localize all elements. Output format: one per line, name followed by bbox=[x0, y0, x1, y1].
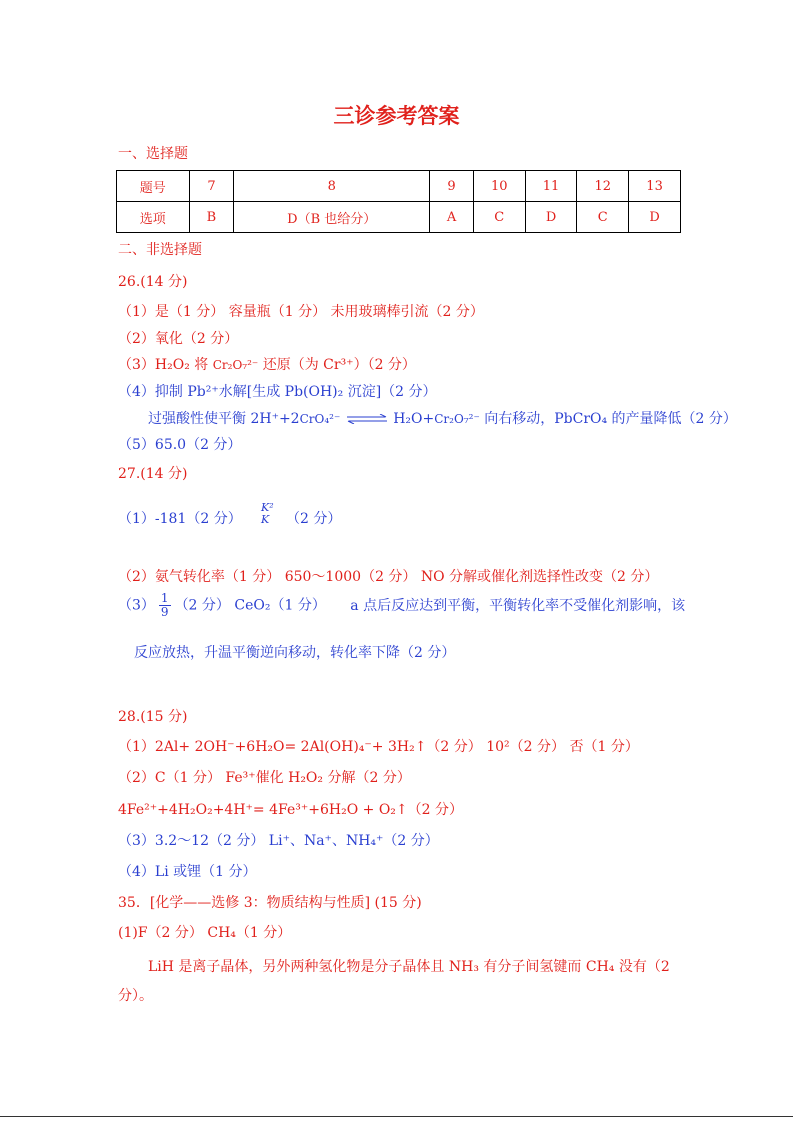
q27-line3 bbox=[118, 592, 685, 619]
page-bottom-divider bbox=[0, 1116, 793, 1117]
dichromate-formula-2: Cr₂O₇²⁻ bbox=[434, 412, 480, 426]
page-title: 三诊参考答案 bbox=[333, 103, 460, 128]
q26-title: 26.(14 分) bbox=[118, 274, 188, 290]
table-cell: 11 bbox=[525, 171, 577, 202]
table-cell: 12 bbox=[577, 171, 629, 202]
q26-line5-c: 向右移动，PbCrO₄ 的产量降低（2 分） bbox=[484, 411, 737, 427]
q27-line4: 反应放热，升温平衡逆向移动，转化率下降（2 分） bbox=[134, 645, 456, 661]
fraction-numerator: 1 bbox=[160, 591, 169, 605]
q26-line5-b: H₂O+ bbox=[393, 411, 435, 427]
q26-line5-a: 过强酸性使平衡 2H⁺+2 bbox=[148, 411, 300, 427]
q28-line1: （1）2Al+ 2OH⁻+6H₂O= 2Al(OH)₄⁻+ 3H₂↑（2 分） 10²（2 分） 否（1 分） bbox=[118, 739, 639, 755]
q27-line1-score: （2 分） bbox=[286, 511, 342, 527]
q28-line5: （4）Li 或锂（1 分） bbox=[118, 864, 257, 880]
q26-line5 bbox=[148, 408, 737, 428]
k-numerator: K² bbox=[261, 501, 274, 514]
table-cell: 7 bbox=[189, 171, 234, 202]
q26-line3-b: 还原（为 Cr³⁺）（2 分） bbox=[262, 357, 416, 373]
q35-line3: 分）。 bbox=[118, 988, 153, 1004]
section-choice-heading: 一、选择题 bbox=[118, 146, 188, 162]
table-cell: C bbox=[577, 202, 629, 233]
q26-line4: （4）抑制 Pb²⁺水解[生成 Pb(OH)₂ 沉淀]（2 分） bbox=[118, 384, 437, 400]
q26-line3 bbox=[118, 354, 416, 374]
table-cell: 9 bbox=[430, 171, 474, 202]
q35-title: 35．[化学——选修 3：物质结构与性质] (15 分) bbox=[118, 895, 422, 911]
table-cell: 13 bbox=[629, 171, 681, 202]
equilibrium-arrow-icon bbox=[345, 414, 389, 424]
table-row bbox=[117, 202, 681, 233]
table-cell: 10 bbox=[473, 171, 525, 202]
table-cell: B bbox=[189, 202, 234, 233]
q35-line2: LiH 是离子晶体，另外两种氢化物是分子晶体且 NH₃ 有分子间氢键而 CH₄ 没有（2 bbox=[148, 959, 670, 975]
table-header-row bbox=[117, 171, 681, 202]
table-cell: 题号 bbox=[117, 171, 190, 202]
table-cell: A bbox=[430, 202, 474, 233]
dichromate-formula: Cr₂O₇²⁻ bbox=[212, 358, 259, 372]
k-denominator: K bbox=[261, 513, 270, 526]
q27-title: 27.(14 分) bbox=[118, 466, 188, 482]
q27-line1: （1）-181（2 分） bbox=[118, 511, 242, 527]
q27-line3-c: a 点后反应达到平衡，平衡转化率不受催化剂影响，该 bbox=[350, 597, 686, 614]
table-cell: D bbox=[525, 202, 577, 233]
table-cell: D bbox=[629, 202, 681, 233]
q27-line2: （2）氨气转化率（1 分） 650～1000（2 分） NO 分解或催化剂选择性改变（2 分） bbox=[118, 569, 659, 585]
table-cell: 选项 bbox=[117, 202, 190, 233]
q27-line3-a: （3） bbox=[118, 597, 155, 614]
fraction-denominator: 9 bbox=[160, 605, 169, 619]
table-cell: 8 bbox=[234, 171, 430, 202]
table-cell: C bbox=[473, 202, 525, 233]
q28-line4: （3）3.2～12（2 分） Li⁺、Na⁺、NH₄⁺（2 分） bbox=[118, 833, 439, 849]
q35-line1: (1)F（2 分） CH₄（1 分） bbox=[118, 925, 292, 941]
q27-line3-b: （2 分） CeO₂（1 分） bbox=[174, 597, 326, 614]
equilibrium-constant-expression bbox=[255, 502, 274, 526]
q28-line3: 4Fe²⁺+4H₂O₂+4H⁺= 4Fe³⁺+6H₂O + O₂↑（2 分） bbox=[118, 802, 463, 818]
answer-table bbox=[116, 170, 681, 233]
q26-line1: （1）是（1 分） 容量瓶（1 分） 未用玻璃棒引流（2 分） bbox=[118, 304, 484, 320]
q26-line3-a: （3）H₂O₂ 将 bbox=[118, 357, 209, 373]
q28-title: 28.(15 分) bbox=[118, 709, 188, 725]
table-cell: D（B 也给分） bbox=[234, 202, 430, 233]
chromate-formula: CrO₄²⁻ bbox=[299, 412, 341, 426]
q26-line2: （2）氧化（2 分） bbox=[118, 331, 239, 347]
q26-line6: （5）65.0（2 分） bbox=[118, 437, 242, 453]
fraction bbox=[159, 592, 171, 619]
q28-line2: （2）C（1 分） Fe³⁺催化 H₂O₂ 分解（2 分） bbox=[118, 770, 411, 786]
section-nonchoice-heading: 二、非选择题 bbox=[118, 242, 202, 258]
